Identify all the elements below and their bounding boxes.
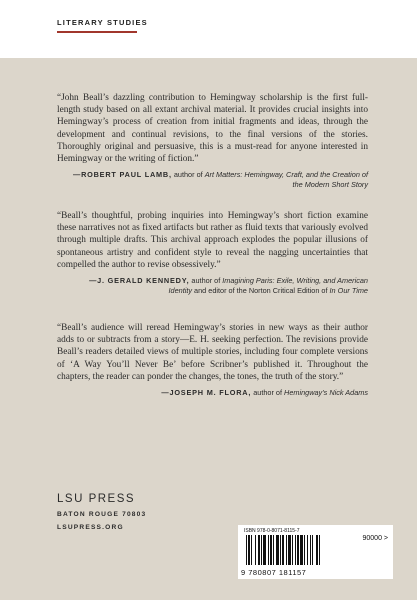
book-title: Hemingway’s Nick Adams [284, 388, 368, 397]
publisher-url: LSUPRESS.ORG [57, 524, 124, 531]
attr-text: and editor of the Norton Critical Edition of [192, 286, 330, 296]
book-title: Art Matters: Hemingway, Craft, and the Creation of the Modern Short Story [204, 170, 368, 190]
publisher-city: BATON ROUGE 70803 [57, 511, 147, 518]
barcode-bars [244, 535, 354, 567]
attr-text: author of [171, 170, 205, 179]
price-code: 90000 > [362, 535, 388, 542]
blurb-quote-1: “John Beall’s dazzling contribution to Hemingway scholarship is the first full-length study based on all extant archival material. It provides crucial insights into Hemingway’s process of creation from initial fragments and ideas, through the development and continual revisions, to the final versions of the stories. Thoroughly original and persuasive, this is a must-read for anyone interested in Hemingway or the writing of fiction.” [57, 93, 368, 165]
barcode-digits: 9 780807 181157 [241, 568, 307, 577]
category-label: LITERARY STUDIES [57, 18, 148, 27]
isbn-label: ISBN 978-0-8071-8115-7 [244, 528, 300, 534]
attr-text: author of [251, 388, 285, 397]
blurb-author-1: —ROBERT PAUL LAMB, [72, 170, 172, 179]
top-band [0, 0, 417, 58]
blurb-attribution-3 [68, 388, 368, 398]
category-underline [57, 31, 137, 33]
book-title: In Our Time [329, 286, 368, 296]
barcode [238, 525, 393, 579]
blurb-attribution-1 [68, 170, 368, 190]
publisher-name: LSU PRESS [57, 493, 136, 505]
blurb-author-3: —JOSEPH M. FLORA, [161, 388, 252, 397]
blurb-quote-3: “Beall’s audience will reread Hemingway’s stories in new ways as their author adds to or subtracts from a story—E. H. seeking perfection. The revisions provide Beall’s readers detailed views of multiple stories, including four complete versions of ‘A Way You’ll Never Be’ before Scribner’s published it. Throughout the chapters, the reader can ponder the changes, the tones, the truth of the story.” [57, 323, 368, 382]
book-title: Imagining Paris: Exile, Writing, and American Identity [168, 276, 368, 296]
blurb-attribution-2 [68, 276, 368, 296]
blurb-author-2: —J. GERALD KENNEDY, [89, 276, 190, 285]
attr-text: author of [189, 276, 223, 285]
blurb-quote-2: “Beall’s thoughtful, probing inquiries into Hemingway’s short fiction examine these narratives not as fixed artifacts but rather as fluid texts that variously evolved through multiple drafts. This archival approach explodes the popular illusions of spontaneous artistry and confident style to reveal the nagging uncertainties that compelled the author to revise obsessively.” [57, 211, 368, 270]
